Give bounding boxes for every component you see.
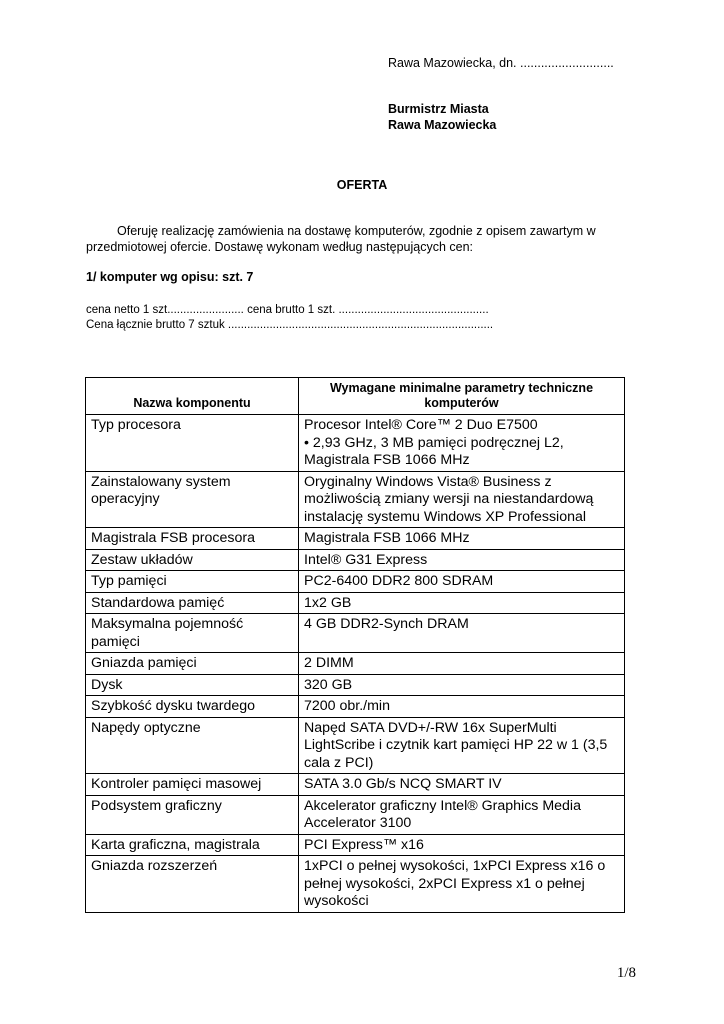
component-value-cell: Intel® G31 Express [299, 549, 625, 571]
component-value-cell: 2 DIMM [299, 653, 625, 675]
table-row [86, 592, 625, 614]
intro-paragraph: Oferuję realizację zamówienia na dostawę komputerów, zgodnie z opisem zawartym w przedmiotowej ofercie. Dostawę wykonam według następujących cen: [86, 224, 596, 254]
table-row [86, 415, 625, 472]
price-line-total: Cena łącznie brutto 7 sztuk ................................................................................... [86, 319, 494, 331]
component-value-cell: Magistrala FSB 1066 MHz [299, 528, 625, 550]
component-value-cell: PC2-6400 DDR2 800 SDRAM [299, 571, 625, 593]
document-title: OFERTA [336, 178, 388, 192]
component-name-cell: Zestaw układów [86, 549, 299, 571]
component-name-cell: Gniazda rozszerzeń [86, 856, 299, 913]
spec-table-header-row [86, 378, 625, 415]
table-row [86, 614, 625, 653]
price-lines [86, 303, 493, 333]
component-name-cell: Dysk [86, 674, 299, 696]
page-number: 1/8 [616, 965, 636, 981]
addressee-line-2: Rawa Mazowiecka [388, 118, 497, 132]
component-name-cell: Zainstalowany system operacyjny [86, 471, 299, 528]
component-name-cell: Napędy optyczne [86, 717, 299, 774]
component-value-cell: Akcelerator graficzny Intel® Graphics Media Accelerator 3100 [299, 795, 625, 834]
table-row [86, 674, 625, 696]
component-value-cell: 320 GB [299, 674, 625, 696]
place-date-line: Rawa Mazowiecka, dn. ........................... [388, 56, 614, 70]
table-row [86, 856, 625, 913]
header-component: Nazwa komponentu [86, 378, 299, 415]
component-name-cell: Typ pamięci [86, 571, 299, 593]
component-name-cell: Maksymalna pojemność pamięci [86, 614, 299, 653]
component-name-cell: Magistrala FSB procesora [86, 528, 299, 550]
spec-table [85, 377, 625, 913]
component-value-cell: Oryginalny Windows Vista® Business z możliwością zmiany wersji na niestandardową instalację systemu Windows XP Professional [299, 471, 625, 528]
addressee-block [388, 101, 496, 133]
component-name-cell: Gniazda pamięci [86, 653, 299, 675]
table-row [86, 834, 625, 856]
component-name-cell: Typ procesora [86, 415, 299, 472]
component-value-cell: 1x2 GB [299, 592, 625, 614]
component-value-cell: Procesor Intel® Core™ 2 Duo E7500 • 2,93 GHz, 3 MB pamięci podręcznej L2, Magistrala FSB 1066 MHz [299, 415, 625, 472]
component-value-cell: Napęd SATA DVD+/-RW 16x SuperMulti LightScribe i czytnik kart pamięci HP 22 w 1 (3,5 cala z PCI) [299, 717, 625, 774]
addressee-line-1: Burmistrz Miasta [388, 102, 489, 116]
component-value-cell: 1xPCI o pełnej wysokości, 1xPCI Express x16 o pełnej wysokości, 2xPCI Express x1 o pełnej wysokości [299, 856, 625, 913]
section-heading: 1/ komputer wg opisu: szt. 7 [86, 270, 254, 284]
table-row [86, 696, 625, 718]
table-row [86, 717, 625, 774]
component-name-cell: Karta graficzna, magistrala [86, 834, 299, 856]
table-row [86, 549, 625, 571]
table-row [86, 571, 625, 593]
component-name-cell: Szybkość dysku twardego [86, 696, 299, 718]
table-row [86, 795, 625, 834]
table-row [86, 653, 625, 675]
price-line-unit: cena netto 1 szt........................ cena brutto 1 szt. ............................................... [86, 304, 489, 316]
spec-table-body [86, 415, 625, 913]
table-row [86, 528, 625, 550]
component-value-cell: 4 GB DDR2-Synch DRAM [299, 614, 625, 653]
table-row [86, 774, 625, 796]
component-name-cell: Kontroler pamięci masowej [86, 774, 299, 796]
component-name-cell: Podsystem graficzny [86, 795, 299, 834]
table-row [86, 471, 625, 528]
header-params: Wymagane minimalne parametry techniczne komputerów [299, 378, 625, 415]
component-value-cell: SATA 3.0 Gb/s NCQ SMART IV [299, 774, 625, 796]
component-value-cell: 7200 obr./min [299, 696, 625, 718]
component-value-cell: PCI Express™ x16 [299, 834, 625, 856]
component-name-cell: Standardowa pamięć [86, 592, 299, 614]
